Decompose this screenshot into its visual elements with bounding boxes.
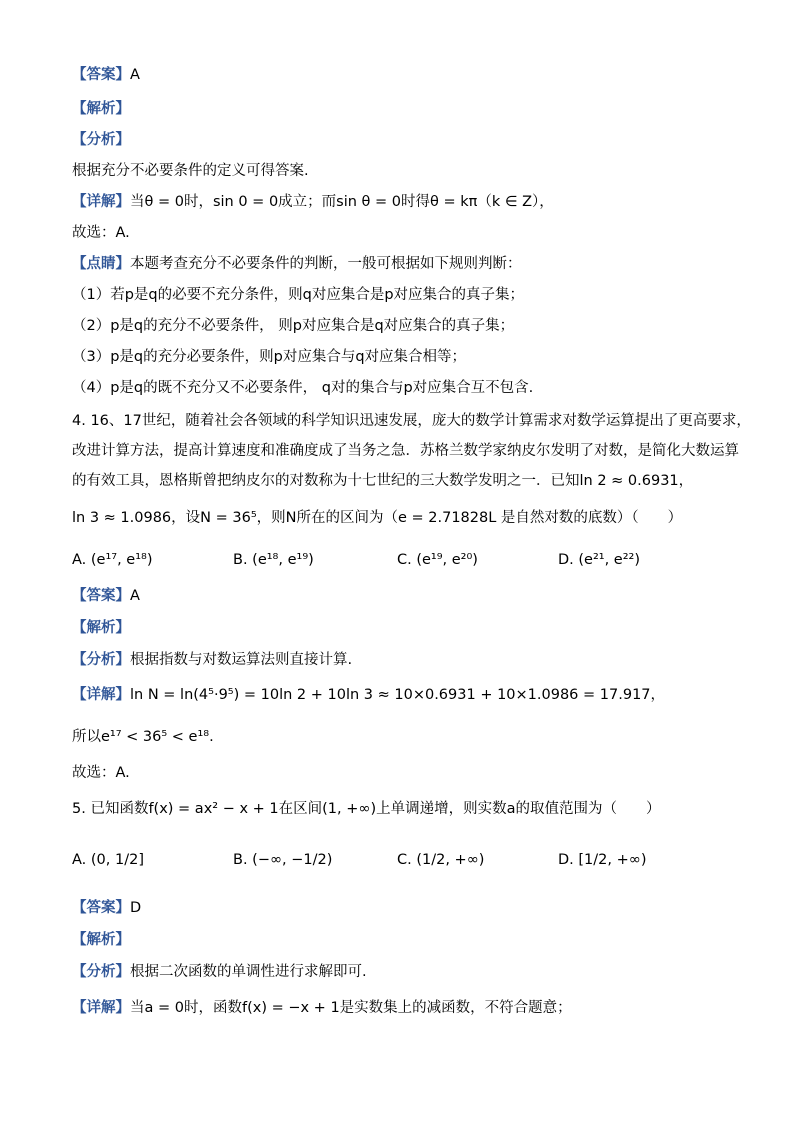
q4-fenxi-text: 根据指数与对数运算法则直接计算.: [130, 652, 353, 668]
q4-so-text: 所以e¹⁷ < 36⁵ < e¹⁸.: [72, 729, 214, 745]
q3-rule-2: （2）p是q的充分不必要条件， 则p对应集合是q对应集合的真子集；: [72, 318, 515, 334]
q3-fenxi-text: 根据充分不必要条件的定义可得答案.: [72, 163, 309, 179]
q3-answer-line: [72, 65, 140, 85]
q3-analysis-tag: 【解析】: [72, 101, 130, 117]
q4-option-d: D. (e²¹, e²²): [558, 552, 641, 568]
q3-fenxi-tag: 【分析】: [72, 132, 130, 148]
q3-choose: 故选：A.: [72, 225, 130, 241]
q3-comment-text: 本题考查充分不必要条件的判断，一般可根据如下规则判断：: [130, 256, 522, 272]
q4-option-b: B. (e¹⁸, e¹⁹): [233, 552, 314, 568]
q3-rule-4: （4）p是q的既不充分又不必要条件， q对的集合与p对应集合互不包含.: [72, 380, 534, 396]
q3-comment-line: 【点睛】本题考查充分不必要条件的判断，一般可根据如下规则判断：: [72, 256, 522, 272]
q5-fenxi-line: 【分析】根据二次函数的单调性进行求解即可.: [72, 964, 367, 980]
q5-answer-line: 【答案】D: [72, 900, 142, 916]
q5-answer-value: D: [130, 900, 142, 916]
answer-tag: 【答案】: [72, 67, 130, 83]
q4-answer-value: A: [130, 588, 140, 604]
q4-fenxi-line: 【分析】根据指数与对数运算法则直接计算.: [72, 652, 353, 668]
q5-option-b: B. (−∞, −1/2): [233, 852, 333, 868]
q4-stem-line-2: 改进计算方法，提高计算速度和准确度成了当务之急．苏格兰数学家纳皮尔发明了对数，是简化大数运算: [72, 443, 739, 459]
q4-detail-text: ln N = ln(4⁵·9⁵) = 10ln 2 + 10ln 3 ≈ 10×0.6931 + 10×1.0986 = 17.917，: [130, 687, 666, 703]
q4-choose: 故选：A.: [72, 765, 130, 781]
q4-analysis-tag: 【解析】: [72, 620, 130, 636]
q3-answer-value: A: [130, 67, 140, 83]
q4-option-c: C. (e¹⁹, e²⁰): [397, 552, 478, 568]
q5-option-a: A. (0, 1/2]: [72, 852, 144, 868]
q4-stem-line-3: 的有效工具，恩格斯曾把纳皮尔的对数称为十七世纪的三大数学发明之一．已知ln 2 ≈ 0.6931，: [72, 473, 694, 489]
q3-detail-line: 【详解】当θ = 0时，sin 0 = 0成立；而sin θ = 0时得θ = kπ（k ∈ Z），: [72, 194, 554, 210]
q4-option-a: A. (e¹⁷, e¹⁸): [72, 552, 153, 568]
q4-stem-line-1: 4. 16、17世纪，随着社会各领域的科学知识迅速发展，庞大的数学计算需求对数学运算提出了更高要求，: [72, 413, 751, 429]
q5-analysis-tag: 【解析】: [72, 932, 130, 948]
q4-answer-line: 【答案】A: [72, 588, 140, 604]
q5-detail-text: 当a = 0时，函数f(x) = −x + 1是实数集上的减函数，不符合题意；: [130, 1000, 572, 1016]
q3-detail-text: 当θ = 0时，sin 0 = 0成立；而sin θ = 0时得θ = kπ（k ∈ Z），: [130, 194, 554, 210]
q5-stem: 5. 已知函数f(x) = ax² − x + 1在区间(1, +∞)上单调递增，则实数a的取值范围为（ ）: [72, 801, 661, 817]
q4-stem-line-4: ln 3 ≈ 1.0986，设N = 36⁵，则N所在的区间为（e = 2.71828L 是自然对数的底数）（ ）: [72, 510, 683, 526]
q5-fenxi-text: 根据二次函数的单调性进行求解即可.: [130, 964, 367, 980]
q3-rule-3: （3）p是q的充分必要条件，则p对应集合与q对应集合相等；: [72, 349, 467, 365]
q4-detail-line: 【详解】ln N = ln(4⁵·9⁵) = 10ln 2 + 10ln 3 ≈ 10×0.6931 + 10×1.0986 = 17.917，: [72, 687, 666, 703]
q3-rule-1: （1）若p是q的必要不充分条件，则q对应集合是p对应集合的真子集；: [72, 287, 525, 303]
q5-detail-line: 【详解】当a = 0时，函数f(x) = −x + 1是实数集上的减函数，不符合题意；: [72, 1000, 572, 1016]
q5-option-d: D. [1/2, +∞): [558, 852, 647, 868]
q5-option-c: C. (1/2, +∞): [397, 852, 485, 868]
